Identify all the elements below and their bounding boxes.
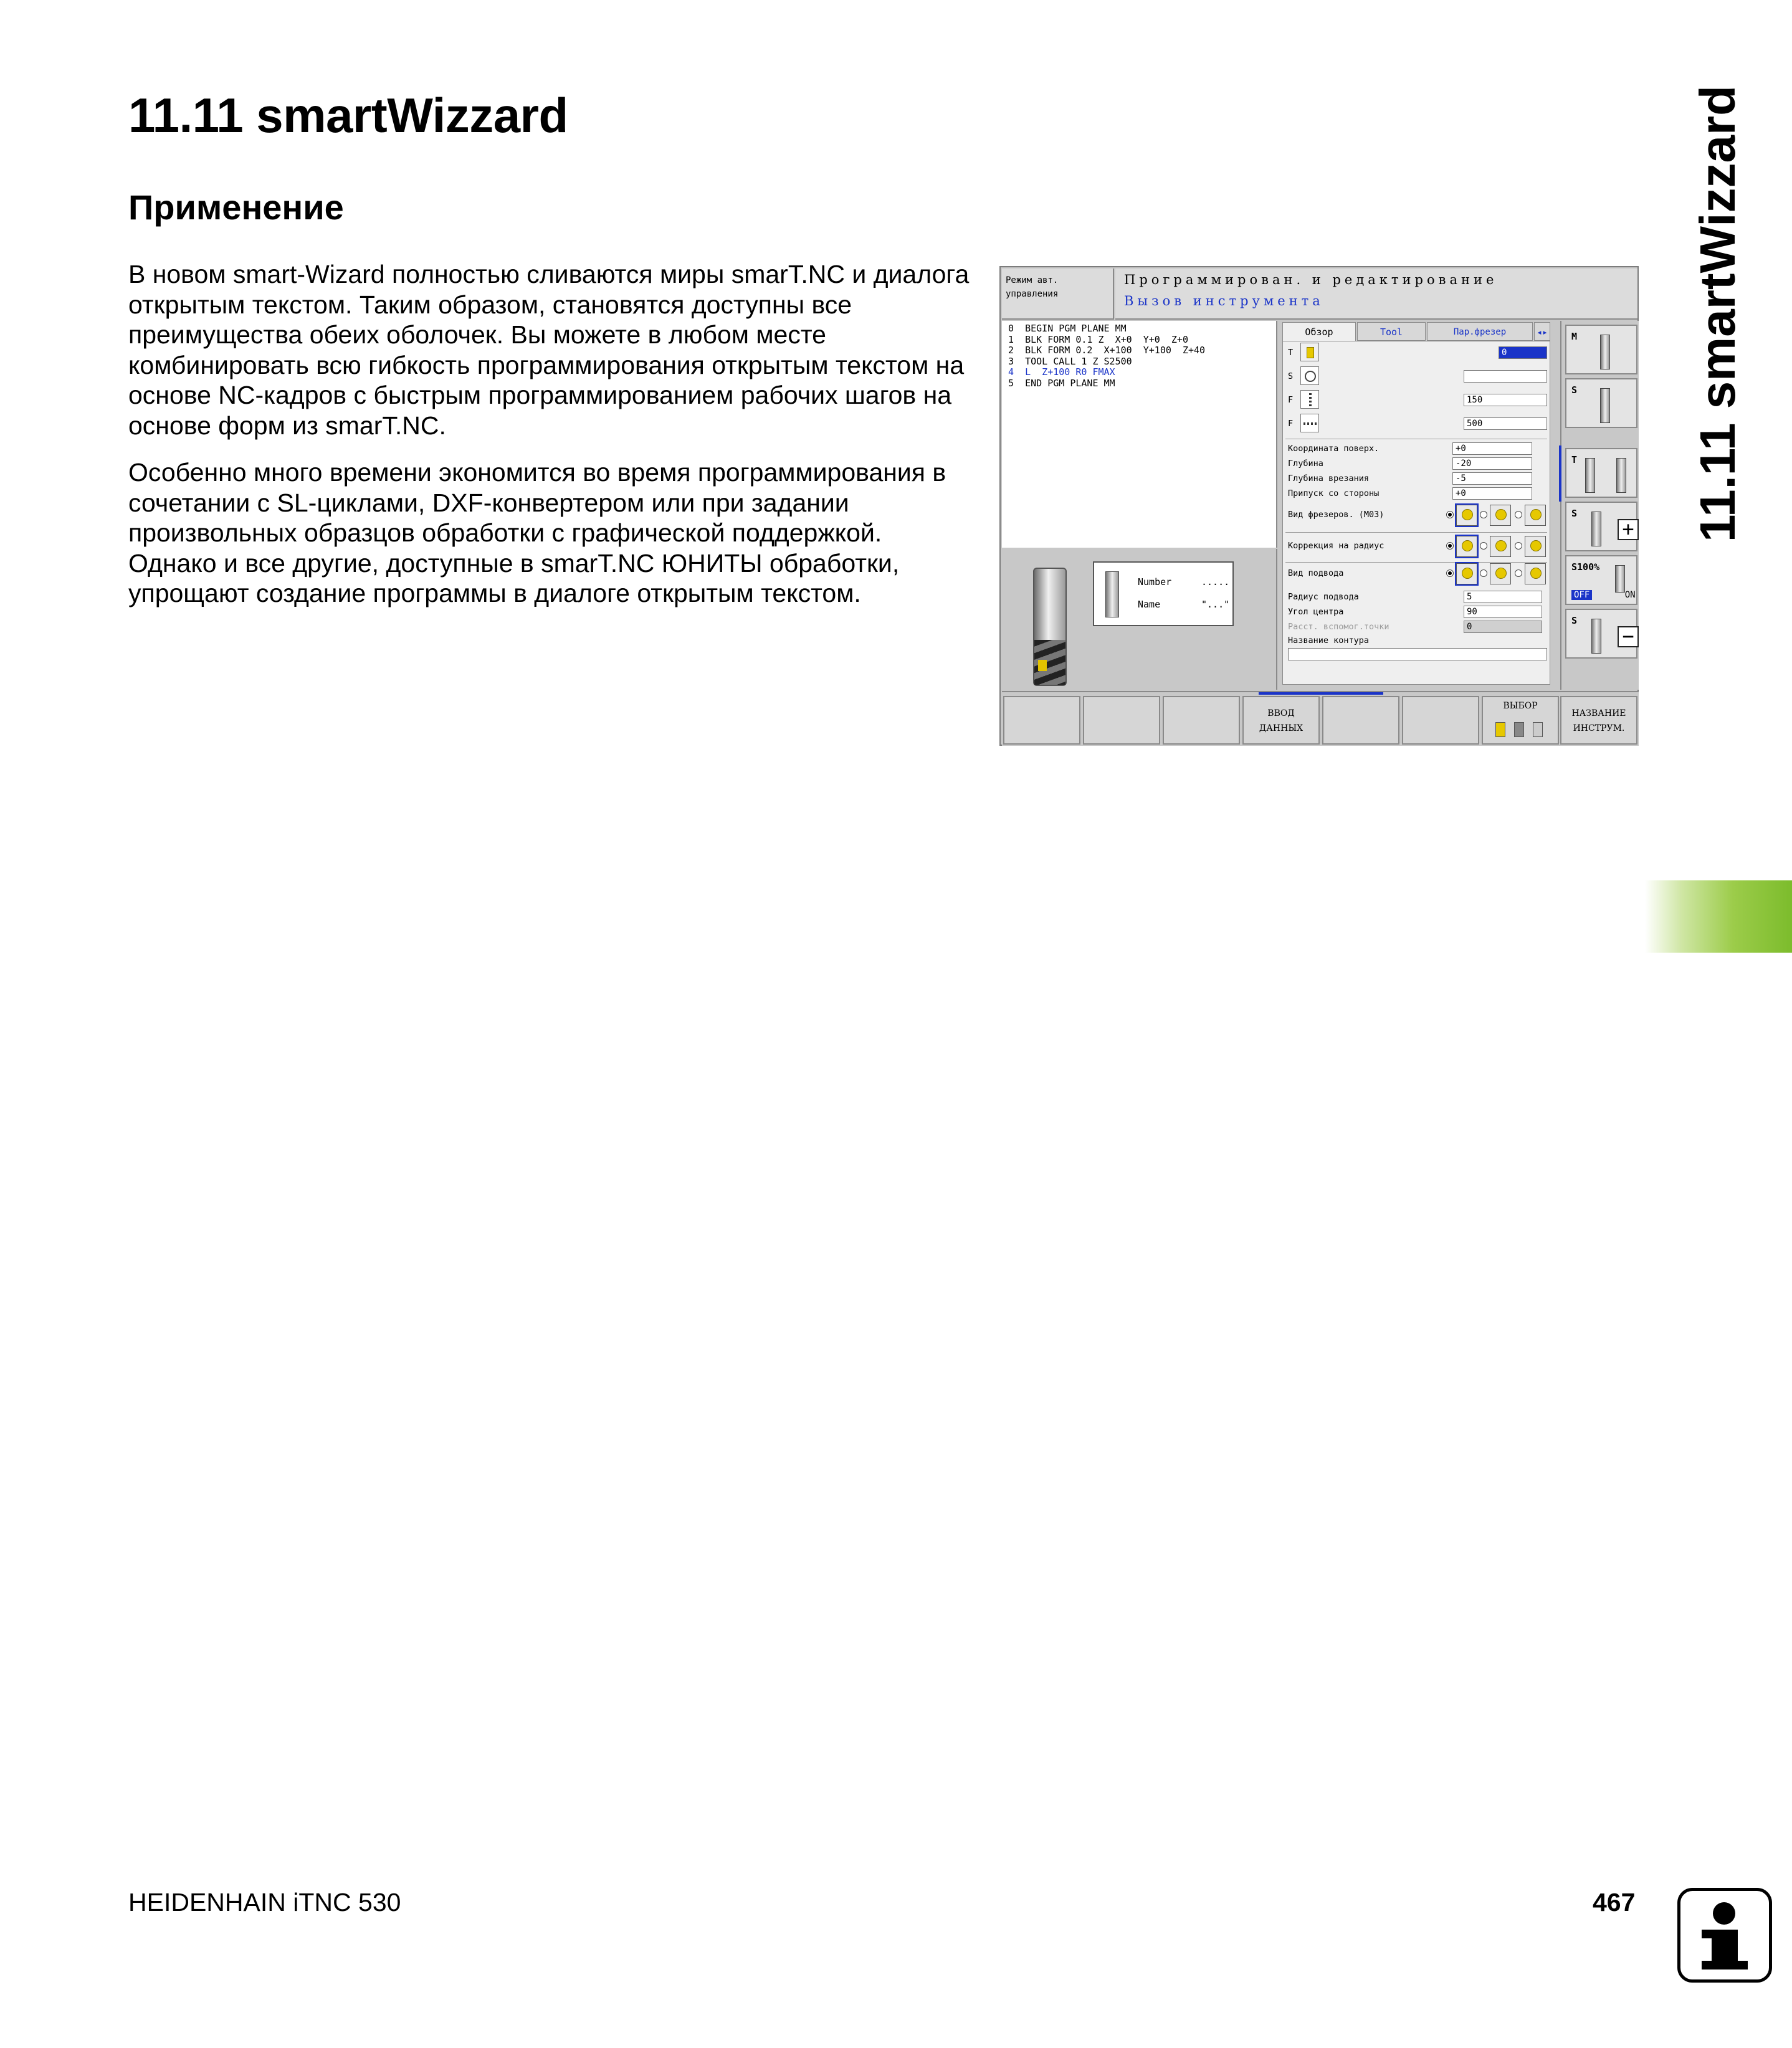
toggle-off: OFF [1571,590,1592,600]
softkey-data-input-line2: ДАННЫХ [1259,723,1303,733]
radius-comp-label: Коррекция на радиус [1288,541,1385,551]
softkey-select-label: ВЫБОР [1503,701,1538,711]
softkey-5[interactable] [1322,696,1399,745]
screen-header [1115,269,1637,320]
milling-feed-icon [1300,414,1319,432]
approach-tangent-arc-icon[interactable] [1456,563,1477,584]
tool-name-label: Name [1138,599,1161,610]
softkey-select-tool[interactable] [1482,696,1559,745]
tab-milling-params[interactable]: Пар.фрезер [1427,322,1533,341]
softkey-s-minus-label: S [1571,615,1578,626]
info-icon [1677,1888,1772,1983]
surface-coord-label: Координата поверх. [1288,444,1380,454]
cnc-screen [999,266,1639,746]
screen-header-title: Программирован. и редактирование [1124,272,1498,287]
softkey-tool-name[interactable] [1560,696,1637,745]
softkey-tool-length[interactable] [1565,448,1637,498]
spindle-icon [1300,366,1319,385]
operating-mode [1002,269,1114,320]
field-label-f2: F [1288,419,1294,429]
tab-scroll-arrows[interactable]: ◂▸ [1534,322,1550,341]
softkey-data-input[interactable] [1242,696,1320,745]
softkey-data-input-line1: ВВОД [1267,708,1295,718]
program-line[interactable]: 2 BLK FORM 0.2 X+100 Y+100 Z+40 [1008,345,1206,356]
plunge-feed-field[interactable]: 150 [1464,394,1547,406]
page-title: 11.11 smartWizzard [128,88,568,143]
softkey-row-indicator [1259,692,1383,695]
approach-type-label: Вид подвода [1288,568,1344,578]
paragraph-2: Особенно много времени экономится во время программирования в сочетании с SL-циклами, DXF-конвертером или при задании произвольных образцов обработки с графической поддержкой. Однако и все другие, доступные в smarT.NC ЮНИТЫ обработки, упрощают создание программы в диалоге открытым текстом. [128,458,946,607]
tool-select-icon-2 [1514,722,1524,737]
radius-comp-right-icon[interactable] [1490,536,1511,557]
softkey-s-label: S [1571,384,1578,396]
softkey-s-plus-label: S [1571,508,1578,519]
program-line-active[interactable]: 4 L Z+100 R0 FMAX [1008,366,1115,378]
milling-cutter-image [1033,568,1067,686]
tool-name-value: "..." [1201,599,1230,610]
aux-point-distance-field[interactable]: 0 [1464,621,1542,633]
approach-perpendicular-icon[interactable] [1525,563,1546,584]
milling-type-option-icon[interactable] [1525,505,1546,526]
plus-icon: + [1618,519,1639,540]
footer-product: HEIDENHAIN iTNC 530 [128,1888,401,1917]
plunge-feed-icon [1300,390,1319,409]
softkey-tool-name-line1: НАЗВАНИЕ [1571,708,1626,718]
softkey-m-label: M [1571,331,1578,342]
softkey-6[interactable] [1402,696,1479,745]
form-body [1282,341,1550,685]
approach-radio-3[interactable] [1515,569,1522,577]
softkey-tool-name-line2: ИНСТРУМ. [1573,723,1625,733]
mode-line-1: Режим авт. [1006,275,1059,285]
spindle-tool-icon [1600,388,1610,423]
tool-number-value: ..... [1201,576,1230,588]
spindle-speed-field[interactable] [1464,370,1547,383]
depth-label: Глубина [1288,459,1323,469]
softkey-spindle-100[interactable] [1565,555,1637,605]
radius-comp-none-icon[interactable] [1525,536,1546,557]
approach-radius-label: Радиус подвода [1288,592,1359,602]
softkey-2[interactable] [1083,696,1160,745]
milling-feed-field[interactable]: 500 [1464,417,1547,430]
mode-line-2: управления [1006,289,1059,299]
depth-field[interactable]: -20 [1452,457,1532,470]
tool-select-icon-1 [1495,722,1505,737]
softkey-s100-label: S100% [1571,561,1600,573]
softkey-spindle-plus[interactable] [1565,502,1637,551]
side-chapter-title: 11.11 smartWizzard [1690,85,1745,542]
plunge-depth-label: Глубина врезания [1288,474,1370,483]
approach-radio-2[interactable] [1480,569,1487,577]
radius-comp-left-icon[interactable] [1456,536,1477,557]
field-label-s: S [1288,371,1294,381]
paragraph-1: В новом smart-Wizard полностью сливаются миры smarT.NC и диалога открытым текстом. Таким образом, становятся доступны все преимущества обеих оболочек. Вы можете в любом месте комбинировать всю гибкость программирования открытым текстом на основе NC-кадров с быстрым программированием рабочих шагов на основе форм из smarT.NC. [128,260,970,440]
radius-comp-radio-1[interactable] [1446,542,1454,550]
softkey-spindle[interactable] [1565,378,1637,428]
contour-name-field[interactable] [1288,648,1547,660]
climb-milling-icon[interactable] [1456,505,1477,526]
tool-call-icon [1300,343,1319,361]
tool-length-icon-2 [1616,458,1626,493]
softkey-t-label: T [1571,454,1578,465]
softkey-m-function[interactable] [1565,325,1637,374]
screen-header-dialog: Вызов инструмента [1124,293,1324,308]
program-line[interactable]: 5 END PGM PLANE MM [1008,377,1115,389]
m-function-icon [1600,335,1610,369]
tool-icon [1105,571,1119,617]
approach-radio-1[interactable] [1446,569,1454,577]
toggle-on: ON [1624,590,1636,600]
softkey-3[interactable] [1163,696,1240,745]
approach-line-icon[interactable] [1490,563,1511,584]
page-number: 467 [1593,1888,1636,1917]
radius-comp-radio-3[interactable] [1515,542,1522,550]
scroll-indicator [1559,445,1561,502]
horizontal-softkey-bar [1002,691,1639,746]
program-line[interactable]: 1 BLK FORM 0.1 Z X+0 Y+0 Z+0 [1008,333,1188,345]
surface-coord-field[interactable]: +0 [1452,442,1532,455]
tool-select-icon-3 [1533,722,1543,737]
milling-type-radio-1[interactable] [1446,511,1454,518]
milling-type-radio-3[interactable] [1515,511,1522,518]
tool-number-label: Number [1138,576,1172,588]
field-label-t: T [1288,348,1294,358]
program-line[interactable]: 0 BEGIN PGM PLANE MM [1008,323,1127,334]
softkey-1[interactable] [1003,696,1080,745]
vertical-softkey-bar [1560,321,1639,690]
spindle-100-icon [1615,565,1625,593]
program-listing[interactable] [1002,321,1277,548]
radius-comp-radio-2[interactable] [1480,542,1487,550]
minus-icon: − [1618,626,1639,647]
tool-info-panel [1093,561,1234,626]
field-label-f1: F [1288,395,1294,405]
aux-point-distance-label: Расст. вспомог.точки [1288,622,1389,632]
side-allowance-label: Припуск со стороны [1288,488,1380,498]
up-cut-milling-icon[interactable] [1490,505,1511,526]
tab-overview[interactable]: Обзор [1282,322,1356,341]
spindle-override-icon-2 [1591,619,1601,654]
approach-radius-field[interactable]: 5 [1464,591,1542,603]
unit-form [1279,321,1559,690]
softkey-spindle-minus[interactable] [1565,609,1637,659]
program-line[interactable]: 3 TOOL CALL 1 Z S2500 [1008,355,1132,367]
tab-tool[interactable]: Tool [1357,322,1426,341]
tool-number-field[interactable]: 0 [1499,346,1547,359]
milling-type-radio-2[interactable] [1480,511,1487,518]
tool-graphic-area [1002,549,1277,690]
spindle-override-icon [1591,512,1601,546]
tool-length-icon [1585,458,1595,493]
section-title: Применение [128,188,344,227]
form-tabs [1280,322,1558,341]
center-angle-field[interactable]: 90 [1464,606,1542,618]
milling-type-label: Вид фрезеров. (M03) [1288,510,1385,520]
side-allowance-field[interactable]: +0 [1452,487,1532,500]
chapter-tab-marker [1645,880,1792,953]
plunge-depth-field[interactable]: -5 [1452,472,1532,485]
off-on-toggle[interactable] [1571,590,1636,600]
center-angle-label: Угол центра [1288,607,1344,617]
contour-name-label: Название контура [1288,636,1370,645]
